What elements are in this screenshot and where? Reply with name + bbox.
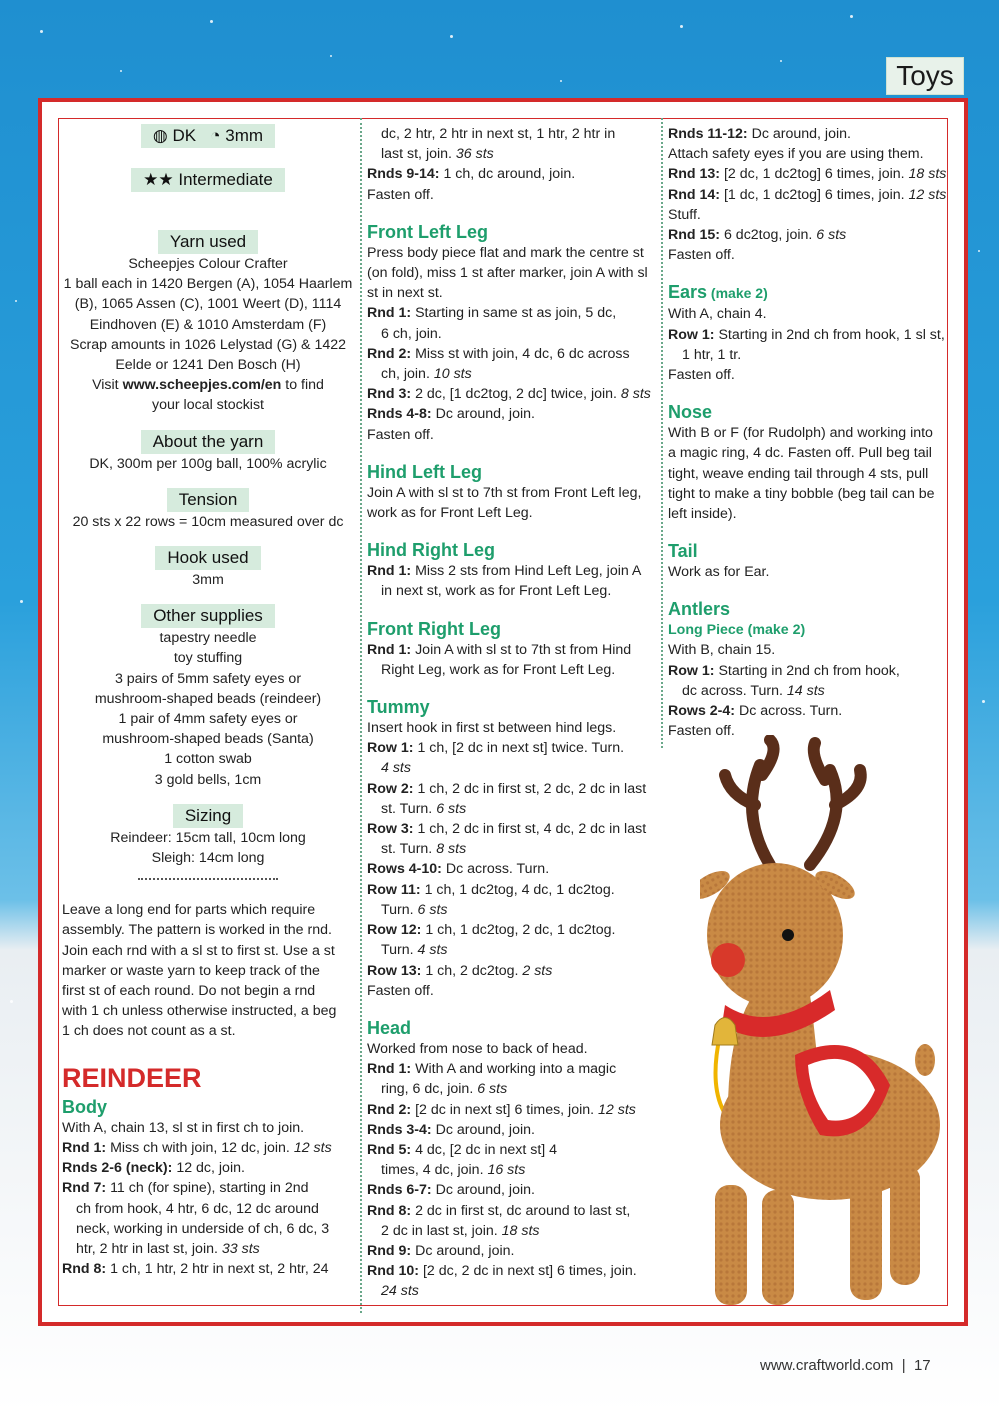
text-line: Rnds 3-4: xyxy=(367,1121,432,1138)
text-line: st. Turn. xyxy=(381,800,437,817)
pattern-line xyxy=(668,164,958,184)
text-line: 6 sts xyxy=(436,800,467,817)
text-line: Row 11: xyxy=(367,881,421,898)
text-line: dc across. Turn. xyxy=(682,682,787,699)
tension-heading: Tension xyxy=(167,488,250,512)
text-line: 12 sts xyxy=(293,1139,332,1156)
text-line: Turn. xyxy=(381,901,418,918)
text-line: 6 sts xyxy=(816,227,847,244)
pattern-line xyxy=(668,124,958,144)
text-line: Join A with sl st to 7th st from Front Left leg, xyxy=(367,484,642,501)
text-line: 6 dc2tog, join. xyxy=(720,227,817,244)
pattern-column-2 xyxy=(367,124,655,1302)
text-line: 6 sts xyxy=(477,1081,508,1098)
text-line: Fasten off. xyxy=(367,426,434,443)
text-line: 2 dc, [1 dc2tog, 2 dc] twice, join. xyxy=(411,386,621,403)
text-line: Rnds 2-6 (neck): xyxy=(62,1160,173,1177)
text-line: 36 sts xyxy=(455,146,494,163)
text-line: times, 4 dc, join. xyxy=(381,1162,488,1179)
pattern-line xyxy=(367,1100,655,1120)
pattern-line xyxy=(367,900,655,920)
hook-used-text: 3mm xyxy=(192,572,224,589)
text-line: Reindeer: 15cm tall, 10cm long xyxy=(110,829,306,846)
intro-paragraph xyxy=(62,900,354,1041)
text-line: [2 dc in next st] 6 times, join. xyxy=(411,1101,599,1118)
pattern-line xyxy=(367,1201,655,1221)
yarn-used-text xyxy=(62,254,354,416)
hook-icon: ◔ xyxy=(210,126,221,145)
text-line: Rnd 7: xyxy=(62,1180,107,1197)
text-line: assembly. The pattern is worked in the rnd. xyxy=(62,922,332,939)
text-line: 12 sts xyxy=(908,186,947,203)
info-column xyxy=(62,124,354,1279)
yarn-weight-badge xyxy=(141,124,275,148)
text-line: Dc around, join. xyxy=(431,1182,535,1199)
text-line: Dc around, join. xyxy=(431,406,535,423)
text-line: Rnd 1: xyxy=(367,641,412,658)
text-line: | xyxy=(901,1357,906,1374)
text-line: Ears xyxy=(668,282,708,303)
text-line: 6 ch, join. xyxy=(381,325,442,342)
pattern-line xyxy=(367,880,655,900)
text-line: Leave a long end for parts which require xyxy=(62,902,316,919)
text-line: 3 pairs of 5mm safety eyes or xyxy=(114,670,302,687)
pattern-line xyxy=(367,961,655,981)
text-line: Rnd 14: xyxy=(668,186,721,203)
text-line: 4 sts xyxy=(381,760,411,777)
text-line: Rnd 10: xyxy=(367,1263,420,1280)
text-line: 10 sts xyxy=(433,366,472,383)
text-line: [2 dc, 2 dc in next st] 6 times, join. xyxy=(419,1263,637,1280)
text-line: Starting in 2nd ch from hook, 1 sl st, xyxy=(714,326,945,343)
text-line: Attach safety eyes if you are using them. xyxy=(668,146,924,163)
stockist-link[interactable]: www.scheepjes.com/en xyxy=(122,377,282,394)
text-line: 18 sts xyxy=(908,166,947,183)
text-line: Scheepjes Colour Crafter xyxy=(128,256,288,272)
body-heading: Body xyxy=(62,1096,107,1117)
reindeer-toy-photo xyxy=(700,735,960,1325)
yarn-used-heading: Yarn used xyxy=(158,230,258,254)
tummy-heading: Tummy xyxy=(367,697,430,718)
text-line: st in next st. xyxy=(367,285,443,302)
text-line: Row 1: xyxy=(668,326,715,343)
pattern-line xyxy=(367,640,655,660)
nose-heading: Nose xyxy=(668,402,713,423)
pattern-line xyxy=(367,1079,655,1099)
text-line: ch, join. xyxy=(381,366,434,383)
text-line: Row 3: xyxy=(367,821,414,838)
text-line: (make 2) xyxy=(707,285,768,302)
reindeer-title: REINDEER xyxy=(62,1062,202,1093)
text-line: mushroom-shaped beads (reindeer) xyxy=(94,690,322,707)
text-line: Work as for Ear. xyxy=(668,564,770,581)
text-line: 1 ch, 1 htr, 2 htr in next st, 2 htr, 24 xyxy=(106,1261,329,1278)
hind-left-leg-heading: Hind Left Leg xyxy=(367,461,482,482)
text-line: Join each rnd with a sl st to first st. Use a st xyxy=(62,942,335,959)
text-line: mushroom-shaped beads (Santa) xyxy=(102,731,314,748)
text-line: Dc across. Turn. xyxy=(441,861,550,878)
pattern-line xyxy=(367,940,655,960)
pattern-line xyxy=(668,225,958,245)
text-line: 4 sts xyxy=(417,942,448,959)
pattern-line xyxy=(367,779,655,799)
column-separator xyxy=(360,118,362,1313)
text-line: 2 dc in last st, join. xyxy=(381,1222,502,1239)
pattern-line xyxy=(367,1261,655,1281)
text-line: 8 sts xyxy=(436,841,467,858)
text-line: Miss ch with join, 12 dc, join. xyxy=(106,1139,294,1156)
pattern-line xyxy=(367,303,655,323)
text-line: 33 sts xyxy=(221,1240,260,1257)
text-line: Row 12: xyxy=(367,922,422,939)
text-line: Rnd 9: xyxy=(367,1242,412,1259)
text-line: Turn. xyxy=(381,942,418,959)
pattern-line xyxy=(367,144,655,164)
text-line: work as for Front Left Leg. xyxy=(367,505,533,522)
text-line: tight to make a tiny bobble (beg tail can be xyxy=(668,485,935,502)
text-line: Row 1: xyxy=(668,662,715,679)
text-line: 1 ch, 1 dc2tog, 4 dc, 1 dc2tog. xyxy=(420,881,615,898)
difficulty-badge xyxy=(131,168,285,192)
front-left-leg-heading: Front Left Leg xyxy=(367,221,488,242)
text-line: 6 sts xyxy=(417,901,448,918)
yarn-ball-icon: ◍ xyxy=(152,126,168,145)
text-line: Rnd 2: xyxy=(367,345,412,362)
text-line: 2 sts xyxy=(522,962,553,979)
text-line: Fasten off. xyxy=(367,186,434,203)
website-link[interactable]: www.craftworld.com xyxy=(760,1357,894,1374)
text-line: 1 ch, 2 dc in first st, 4 dc, 2 dc in last xyxy=(413,821,647,838)
pattern-line xyxy=(367,799,655,819)
text-line: toy stuffing xyxy=(173,650,243,667)
pattern-line xyxy=(668,325,958,345)
pattern-line xyxy=(367,1180,655,1200)
text-line: With B, chain 15. xyxy=(668,642,776,659)
text-line: (B), 1065 Assen (C), 1001 Weert (D), 1114 xyxy=(74,296,342,313)
text-line: 1 ch, [2 dc in next st] twice. Turn. xyxy=(413,740,625,757)
text-line: Fasten off. xyxy=(367,982,434,999)
pattern-line xyxy=(668,185,958,205)
section-tab: Toys xyxy=(886,57,964,95)
sizing-heading: Sizing xyxy=(173,804,243,828)
text-line: dc, 2 htr, 2 htr in next st, 1 htr, 2 htr in xyxy=(381,126,616,142)
pattern-line xyxy=(668,681,958,701)
pattern-line xyxy=(367,344,655,364)
text-line: marker or waste yarn to keep track of the xyxy=(62,962,320,979)
page-number: 17 xyxy=(913,1357,931,1374)
pattern-line xyxy=(62,1239,354,1259)
pattern-line xyxy=(367,839,655,859)
text-line: htr, 2 htr in last st, join. xyxy=(76,1240,222,1257)
text-line: Press body piece flat and mark the centre st xyxy=(367,244,644,261)
text-line: 3 gold bells, 1cm xyxy=(154,771,262,788)
pattern-line xyxy=(668,661,958,681)
text-line: 1 ch, 2 dc2tog. xyxy=(421,962,523,979)
text-line: 1 ch does not count as a st. xyxy=(62,1023,236,1040)
pattern-line xyxy=(367,1120,655,1140)
pattern-line xyxy=(367,384,655,404)
text-line: a magic ring, 4 dc. Fasten off. Pull beg tail xyxy=(668,445,932,462)
text-line: 14 sts xyxy=(786,682,825,699)
text-line: With A, chain 4. xyxy=(668,306,767,323)
text-line: to find xyxy=(281,377,324,394)
text-line: Dc around, join. xyxy=(747,126,851,142)
text-line: 18 sts xyxy=(501,1222,540,1239)
text-line: Rnd 3: xyxy=(367,386,412,403)
ears-heading xyxy=(668,281,958,304)
hind-right-leg-heading: Hind Right Leg xyxy=(367,540,495,561)
head-heading: Head xyxy=(367,1017,412,1038)
text-line: Row 1: xyxy=(367,740,414,757)
yarn-weight: DK xyxy=(172,126,197,145)
tension-text: 20 sts x 22 rows = 10cm measured over dc xyxy=(72,513,344,530)
text-line: Dc across. Turn. xyxy=(735,703,843,720)
text-line: With B or F (for Rudolph) and working into xyxy=(668,425,933,442)
text-line: Rows 4-10: xyxy=(367,861,442,878)
text-line: Right Leg, work as for Front Left Leg. xyxy=(381,661,616,678)
text-line: with 1 ch unless otherwise instructed, a beg xyxy=(62,1003,337,1020)
text-line: first st of each round. Do not begin a rnd xyxy=(62,983,316,1000)
text-line: Rnd 8: xyxy=(62,1261,107,1278)
text-line: st. Turn. xyxy=(381,841,437,858)
text-line: 4 dc, [2 dc in next st] 4 xyxy=(411,1141,558,1158)
text-line: Rows 2-4: xyxy=(668,703,736,720)
text-line: Eelde or 1241 Den Bosch (H) xyxy=(115,357,301,374)
pattern-line xyxy=(367,1221,655,1241)
text-line: tapestry needle xyxy=(159,630,257,647)
pattern-line xyxy=(62,1178,354,1198)
text-line: Dc around, join. xyxy=(411,1242,515,1259)
pattern-line xyxy=(367,164,655,184)
star-icon: ★★ xyxy=(143,170,174,189)
text-line: 11 ch (for spine), starting in 2nd xyxy=(106,1180,309,1197)
text-line: 1 ball each in 1420 Bergen (A), 1054 Haarlem xyxy=(63,276,353,293)
text-line: ch from hook, 4 htr, 6 dc, 12 dc around xyxy=(76,1200,319,1217)
text-line: 1 ch, 2 dc in first st, 2 dc, 2 dc in last xyxy=(413,780,647,797)
text-line: 12 sts xyxy=(598,1101,636,1118)
long-piece-subheading: Long Piece (make 2) xyxy=(668,622,806,639)
text-line: tight, weave ending tail through 4 sts, pull xyxy=(668,465,929,482)
text-line: Rnd 1: xyxy=(62,1139,107,1156)
text-line: 16 sts xyxy=(487,1162,526,1179)
text-line: 1 ch, dc around, join. xyxy=(439,166,576,183)
text-line: 1 cotton swab xyxy=(164,751,252,768)
text-line: Sleigh: 14cm long xyxy=(151,850,265,867)
text-line: Dc around, join. xyxy=(431,1121,535,1138)
text-line: With A and working into a magic xyxy=(411,1061,617,1078)
text-line: neck, working in underside of ch, 6 dc, 3 xyxy=(76,1220,330,1237)
pattern-line xyxy=(367,1281,655,1301)
text-line: 1 ch, 1 dc2tog, 2 dc, 1 dc2tog. xyxy=(421,922,616,939)
text-line: Rnd 13: xyxy=(668,166,721,183)
about-yarn-text: DK, 300m per 100g ball, 100% acrylic xyxy=(89,455,327,472)
text-line: in next st, work as for Front Left Leg. xyxy=(381,583,612,600)
text-line: Worked from nose to back of head. xyxy=(367,1040,588,1057)
text-line: Starting in same st as join, 5 dc, xyxy=(411,305,617,322)
text-line: Rnds 11-12: xyxy=(668,126,748,142)
text-line: Rnds 9-14: xyxy=(367,166,440,183)
hook-size: 3mm xyxy=(225,126,264,145)
pattern-line xyxy=(367,819,655,839)
supplies-list xyxy=(62,628,354,790)
pattern-line xyxy=(367,1140,655,1160)
text-line: Scrap amounts in 1026 Lelystad (G) & 1422 xyxy=(69,336,347,353)
text-line: Rnds 4-8: xyxy=(367,406,432,423)
pattern-column-3 xyxy=(668,124,958,741)
text-line: Rnds 6-7: xyxy=(367,1182,432,1199)
text-line: 24 sts xyxy=(381,1283,419,1300)
pattern-line xyxy=(367,738,655,758)
text-line: Visit xyxy=(92,377,123,394)
text-line: Stuff. xyxy=(668,206,701,223)
text-line: Rnd 8: xyxy=(367,1202,412,1219)
dotted-divider xyxy=(138,878,278,880)
text-line: [1 dc, 1 dc2tog] 6 times, join. xyxy=(720,186,909,203)
text-line: Starting in 2nd ch from hook, xyxy=(714,662,900,679)
pattern-line xyxy=(668,701,958,721)
text-line: left inside). xyxy=(668,506,737,523)
column-separator xyxy=(661,118,663,748)
about-yarn-heading: About the yarn xyxy=(141,430,276,454)
text-line: 1 htr, 1 tr. xyxy=(682,346,742,363)
antlers-heading: Antlers xyxy=(668,599,731,620)
page-footer xyxy=(760,1357,931,1374)
text-line: Rnd 15: xyxy=(668,227,721,244)
pattern-line xyxy=(367,561,655,581)
front-right-leg-heading: Front Right Leg xyxy=(367,618,501,639)
text-line: last st, join. xyxy=(381,146,456,163)
pattern-line xyxy=(367,1059,655,1079)
text-line: Row 13: xyxy=(367,962,422,979)
text-line: Miss st with join, 4 dc, 6 dc across xyxy=(411,345,630,362)
text-line: Fasten off. xyxy=(668,247,735,264)
text-line: your local stockist xyxy=(152,397,264,414)
text-line: 12 dc, join. xyxy=(172,1160,245,1177)
text-line: 2 dc in first st, dc around to last st, xyxy=(411,1202,631,1219)
difficulty-level: Intermediate xyxy=(178,170,273,189)
sizing-text xyxy=(62,828,354,868)
hook-used-heading: Hook used xyxy=(155,546,260,570)
pattern-line xyxy=(367,1160,655,1180)
text-line: 8 sts xyxy=(620,386,651,403)
pattern-line xyxy=(367,920,655,940)
text-line: Rnd 1: xyxy=(367,1061,412,1078)
pattern-line xyxy=(367,364,655,384)
text-line: Rnd 5: xyxy=(367,1141,412,1158)
pattern-line xyxy=(367,1241,655,1261)
pattern-line xyxy=(62,1158,354,1178)
text-line: Rnd 1: xyxy=(367,305,412,322)
text-line: 1 pair of 4mm safety eyes or xyxy=(118,711,298,728)
text-line: Insert hook in first st between hind legs. xyxy=(367,720,617,737)
text-line: Fasten off. xyxy=(668,723,735,740)
pattern-line xyxy=(367,404,655,424)
text-line: ring, 6 dc, join. xyxy=(381,1081,478,1098)
text-line: [2 dc, 1 dc2tog] 6 times, join. xyxy=(720,166,909,183)
pattern-line xyxy=(367,859,655,879)
tail-heading: Tail xyxy=(668,541,698,562)
text-line: Rnd 2: xyxy=(367,1101,412,1118)
text-line: Miss 2 sts from Hind Left Leg, join A xyxy=(411,563,642,580)
pattern-line xyxy=(367,758,655,778)
pattern-line xyxy=(62,1138,354,1158)
text-line: Rnd 1: xyxy=(367,563,412,580)
pattern-line xyxy=(62,1259,354,1279)
text-line: Fasten off. xyxy=(668,367,735,384)
text-line: Eindhoven (E) & 1010 Amsterdam (F) xyxy=(89,316,327,333)
text-line: Join A with sl st to 7th st from Hind xyxy=(411,641,632,658)
other-supplies-heading: Other supplies xyxy=(141,604,275,628)
text-line: With A, chain 13, sl st in first ch to join. xyxy=(62,1119,305,1136)
text-line: (on fold), miss 1 st after marker, join A with sl xyxy=(367,265,648,282)
text-line: Row 2: xyxy=(367,780,414,797)
